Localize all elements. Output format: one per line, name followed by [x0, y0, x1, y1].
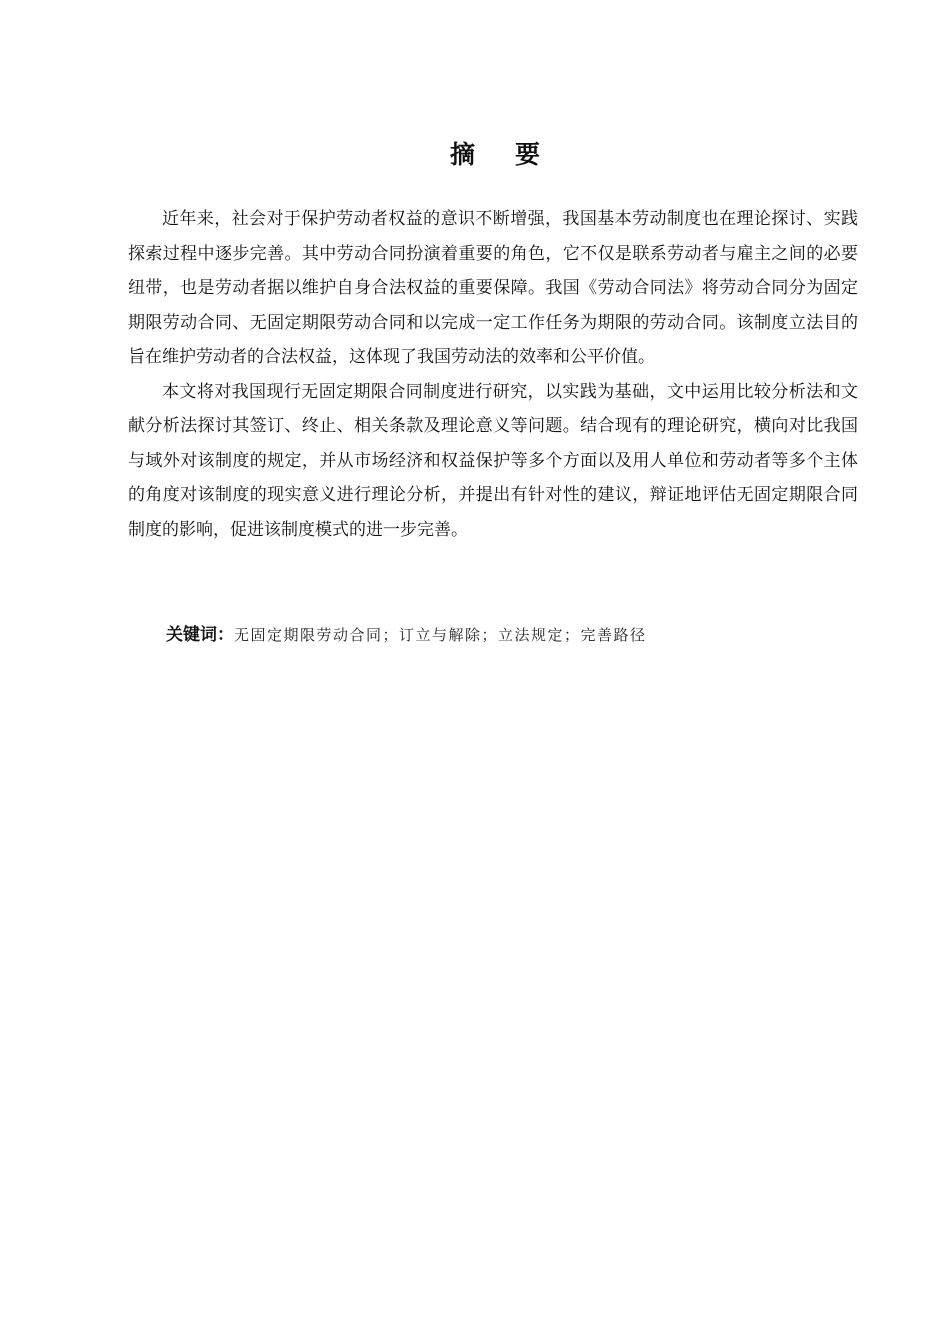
keywords-line — [166, 619, 866, 651]
keywords-label: 关键词： — [166, 625, 234, 645]
keywords-list: 无固定期限劳动合同；订立与解除；立法规定；完善路径 — [234, 626, 647, 644]
abstract-paragraph-1: 近年来，社会对于保护劳动者权益的意识不断增强，我国基本劳动制度也在理论探讨、实践探索过程中逐步完善。其中劳动合同扮演着重要的角色，它不仅是联系劳动者与雇主之间的必要纽带，也是劳动者据以维护自身合法权益的重要保障。我国《劳动合同法》将劳动合同分为固定期限劳动合同、无固定期限劳动合同和以完成一定工作任务为期限的劳动合同。该制度立法目的旨在维护劳动者的合法权益，这体现了我国劳动法的效率和公平价值。 — [128, 209, 858, 367]
abstract-paragraph-2: 本文将对我国现行无固定期限合同制度进行研究，以实践为基础，文中运用比较分析法和文献分析法探讨其签订、终止、相关条款及理论意义等问题。结合现有的理论研究，横向对比我国与域外对该制度的规定，并从市场经济和权益保护等多个方面以及用人单位和劳动者等多个主体的角度对该制度的现实意义进行理论分析，并提出有针对性的建议，辩证地评估无固定期限合同制度的影响，促进该制度模式的进一步完善。 — [128, 381, 858, 540]
abstract-title-char-1: 摘 — [449, 140, 475, 169]
abstract-title-char-2: 要 — [515, 140, 541, 169]
abstract-title — [0, 138, 950, 172]
abstract-body — [128, 202, 858, 547]
